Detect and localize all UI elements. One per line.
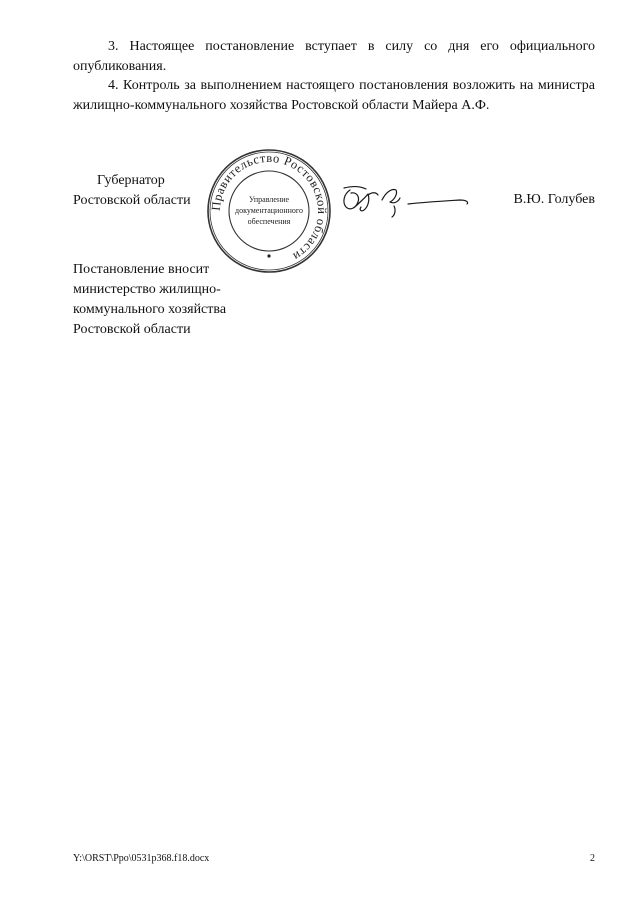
paragraph-3: 3. Настоящее постановление вступает в силу со дня его официального опубликования.	[73, 39, 595, 74]
submitter-note	[73, 260, 273, 340]
seal-inner-line-1: Управление	[248, 195, 290, 204]
seal-inner-line-3: обеспечения	[247, 217, 291, 226]
submitter-line-1: Постановление вносит	[73, 262, 210, 277]
paragraph-4: 4. Контроль за выполнением настоящего постановления возложить на министра жилищно-коммунального хозяйства Ростовской области Майера А.Ф.	[73, 78, 595, 113]
governor-title-line-1: Губернатор	[97, 173, 165, 188]
signer-name: В.Ю. Голубев	[513, 192, 595, 207]
seal-inner-line-2: документационного	[235, 206, 303, 215]
footer-file-path: Y:\ORST\Ppo\0531p368.f18.docx	[73, 853, 210, 864]
governor-title-line-2: Ростовской области	[73, 193, 191, 208]
seal-outer-text: Правительство Ростовской области	[208, 150, 330, 264]
governor-title	[73, 171, 213, 211]
handwritten-signature-icon	[338, 180, 474, 220]
page-number: 2	[590, 853, 595, 864]
submitter-line-2: министерство жилищно-	[73, 282, 221, 297]
submitter-line-4: Ростовской области	[73, 322, 191, 337]
official-seal-icon	[206, 148, 332, 274]
submitter-line-3: коммунального хозяйства	[73, 302, 227, 317]
